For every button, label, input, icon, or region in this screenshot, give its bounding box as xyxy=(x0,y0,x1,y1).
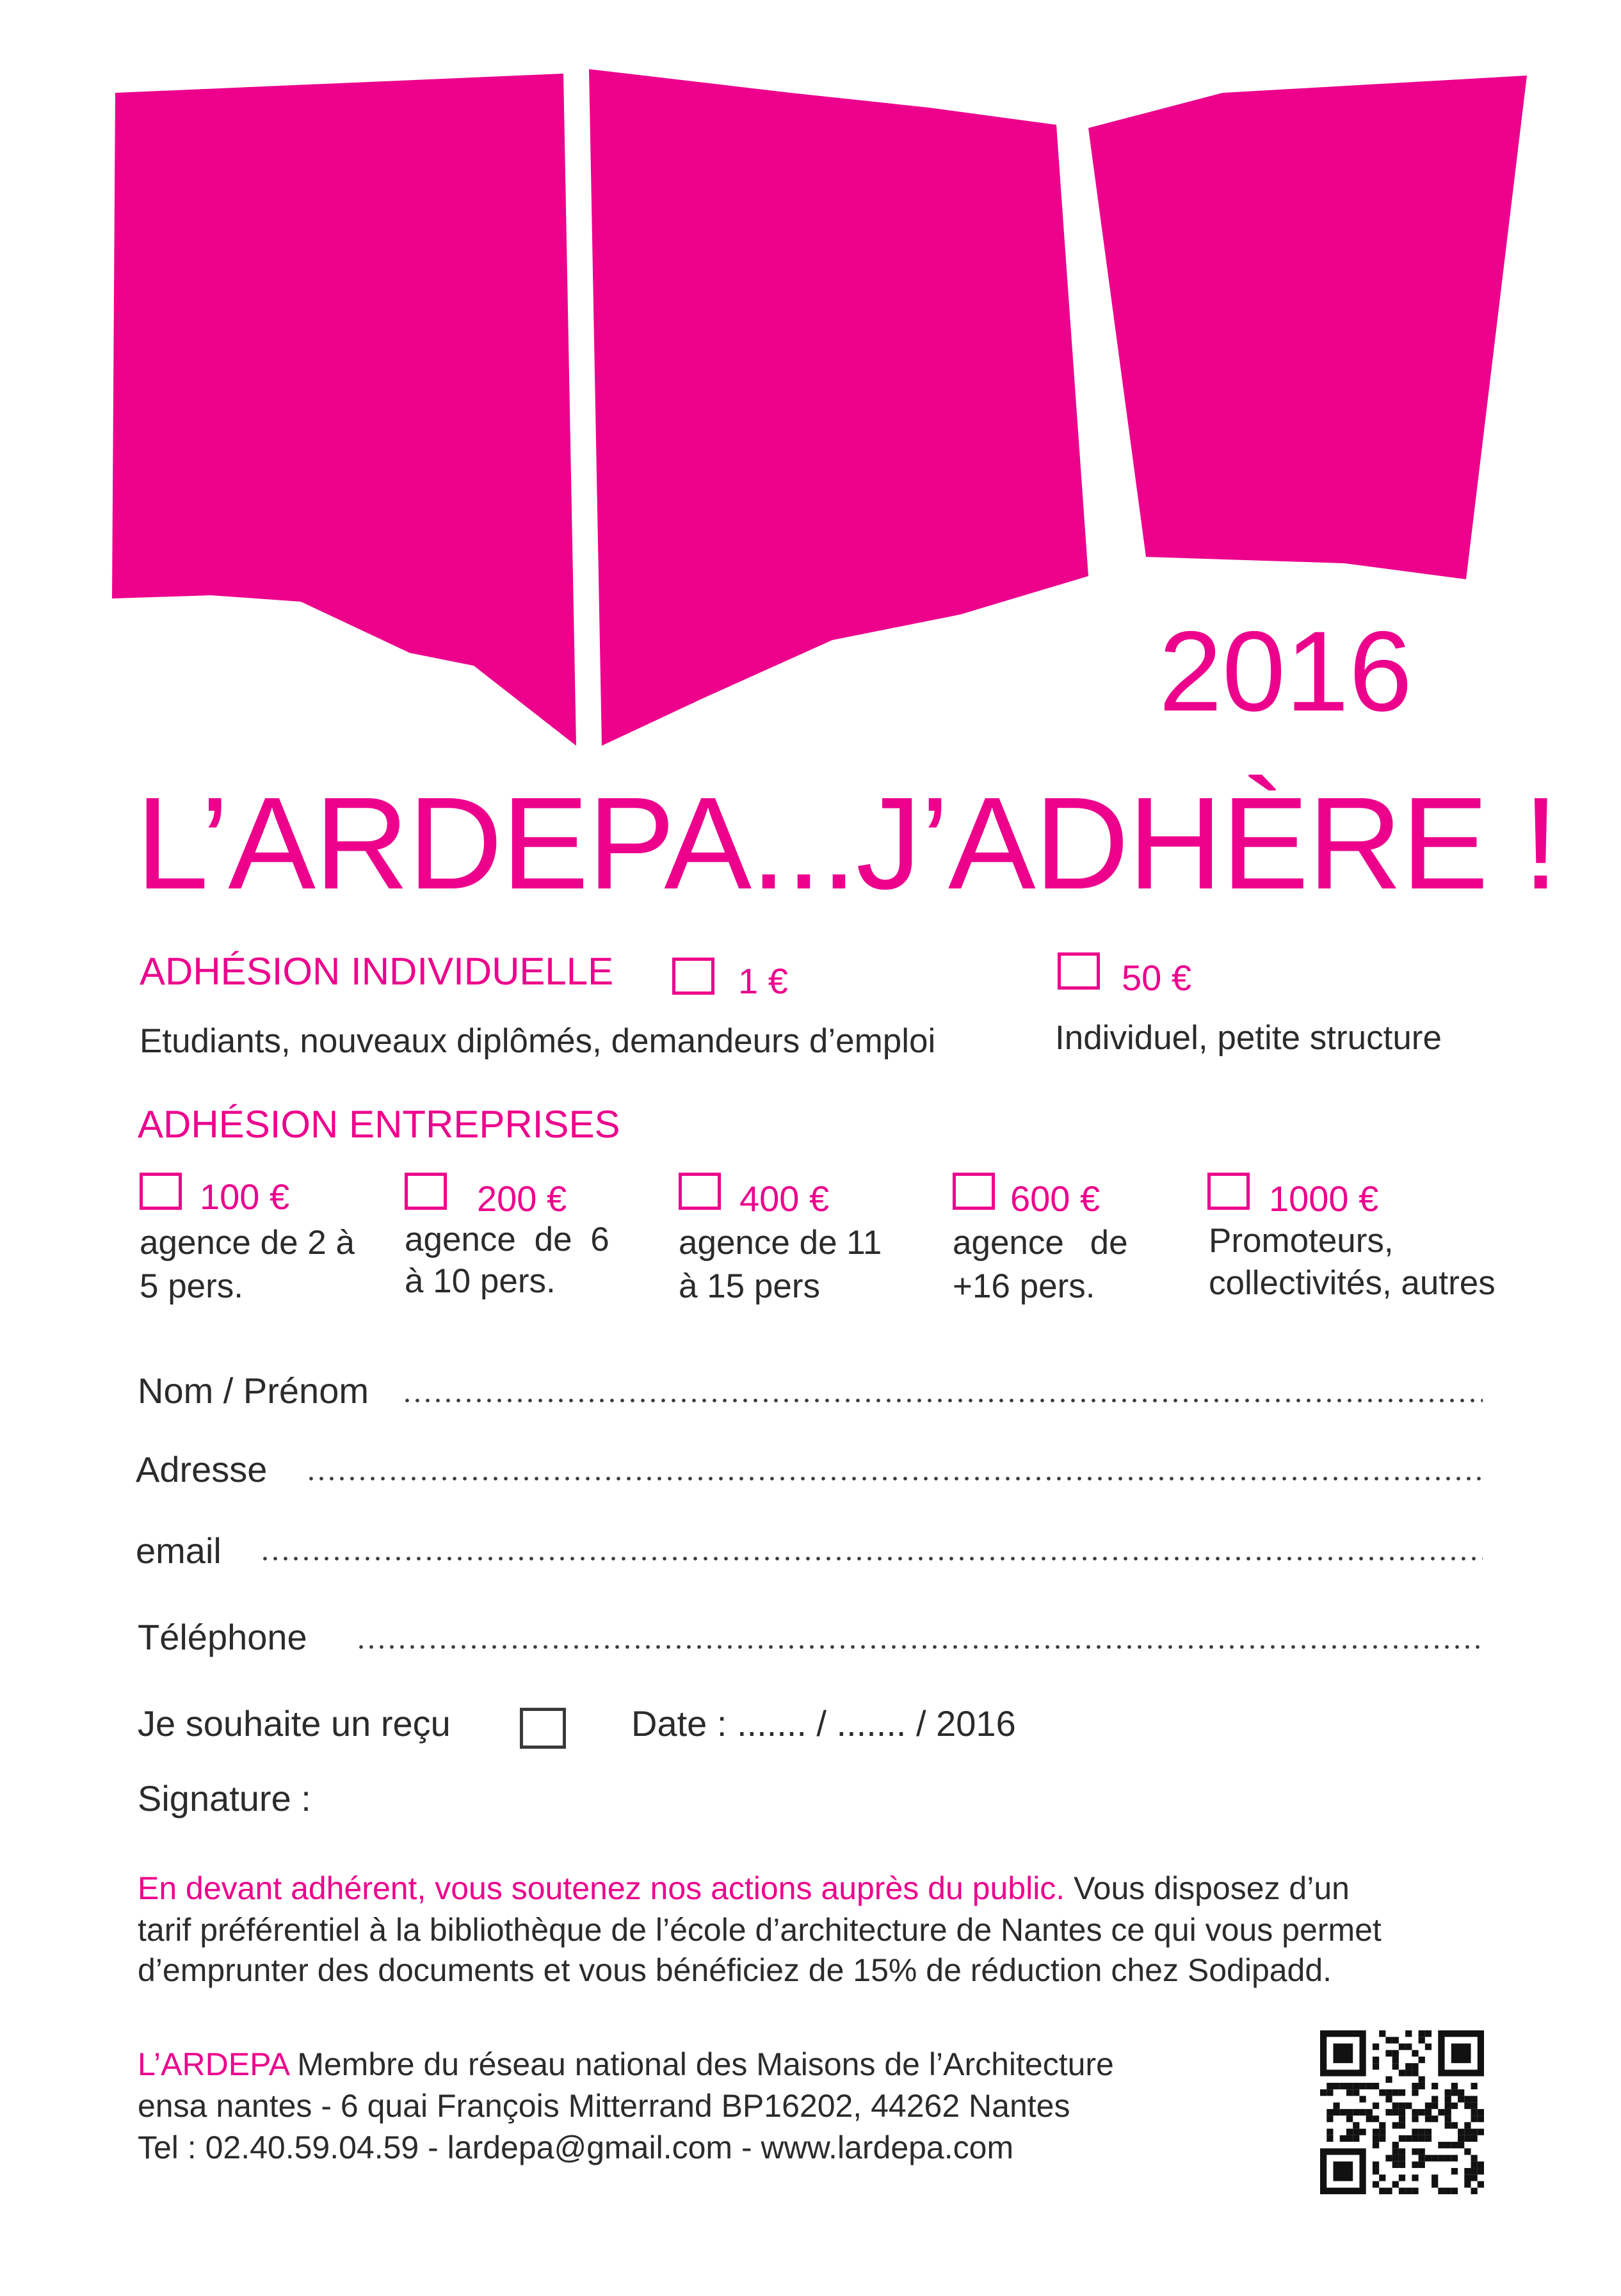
receipt-label: Je souhaite un reçu xyxy=(138,1703,451,1744)
desc-600-euro-line1: agence de xyxy=(953,1224,1128,1262)
desc-400-euro-line2: à 15 pers xyxy=(679,1267,820,1305)
desc-200-euro-line2: à 10 pers. xyxy=(405,1262,556,1300)
info-line-3: d’emprunter des documents et vous bénéficiez de 15% de réduction chez Sodipadd. xyxy=(138,1952,1332,1988)
price-200-euro: 200 € xyxy=(477,1178,567,1219)
footer-line-1-rest: Membre du réseau national des Maisons de l’Architecture xyxy=(288,2046,1114,2082)
phone-label: Téléphone xyxy=(138,1617,307,1657)
checkbox-600-euro[interactable] xyxy=(953,1173,995,1210)
email-label: email xyxy=(136,1530,222,1571)
address-label: Adresse xyxy=(136,1449,268,1489)
desc-100-euro-line2: 5 pers. xyxy=(140,1267,244,1305)
logo-panel-middle xyxy=(589,69,1088,746)
desc-400-euro-line1: agence de 11 xyxy=(679,1224,882,1262)
desc-1-euro: Etudiants, nouveaux diplômés, demandeurs d’emploi xyxy=(140,1022,936,1060)
info-line-1 xyxy=(138,1872,1350,1904)
receipt-checkbox[interactable] xyxy=(520,1708,566,1749)
year: 2016 xyxy=(1159,607,1412,735)
checkbox-1-euro[interactable] xyxy=(672,958,714,995)
logo-panel-left xyxy=(112,74,576,746)
checkbox-200-euro[interactable] xyxy=(405,1173,447,1210)
logo-panel-right xyxy=(1088,76,1527,579)
email-field[interactable] xyxy=(260,1555,1483,1562)
checkbox-1000-euro[interactable] xyxy=(1207,1173,1250,1210)
info-highlight: En devant adhérent, vous soutenez nos actions auprès du public. xyxy=(138,1870,1065,1906)
footer-address: ensa nantes - 6 quai François Mitterrand BP16202, 44262 Nantes xyxy=(138,2088,1070,2124)
checkbox-400-euro[interactable] xyxy=(679,1173,721,1210)
footer-contact: Tel : 02.40.59.04.59 - lardepa@gmail.com - www.lardepa.com xyxy=(138,2130,1014,2165)
desc-1000-euro-line2: collectivités, autres xyxy=(1209,1264,1496,1302)
info-line-1-rest: Vous disposez d’un xyxy=(1065,1870,1350,1906)
price-400-euro: 400 € xyxy=(739,1178,830,1219)
desc-100-euro-line1: agence de 2 à xyxy=(140,1224,355,1262)
desc-50-euro: Individuel, petite structure xyxy=(1055,1019,1442,1057)
individual-heading: ADHÉSION INDIVIDUELLE xyxy=(140,950,614,993)
signature-label: Signature : xyxy=(138,1778,311,1818)
price-1-euro: 1 € xyxy=(738,961,788,1001)
page-title: L’ARDEPA...J’ADHÈRE ! xyxy=(136,770,1558,917)
desc-1000-euro-line1: Promoteurs, xyxy=(1209,1222,1394,1260)
checkbox-50-euro[interactable] xyxy=(1058,952,1100,990)
footer-org: L’ARDEPA xyxy=(138,2046,289,2082)
desc-200-euro-line1: agence de 6 xyxy=(405,1221,609,1258)
price-100-euro: 100 € xyxy=(200,1176,290,1217)
checkbox-100-euro[interactable] xyxy=(140,1173,182,1210)
price-600-euro: 600 € xyxy=(1010,1178,1101,1219)
name-field[interactable] xyxy=(402,1397,1483,1404)
companies-heading: ADHÉSION ENTREPRISES xyxy=(138,1103,620,1146)
name-label: Nom / Prénom xyxy=(138,1370,369,1411)
address-field[interactable] xyxy=(306,1475,1483,1482)
footer-line-1 xyxy=(138,2048,1114,2080)
desc-600-euro-line2: +16 pers. xyxy=(953,1267,1095,1305)
date-field[interactable]: Date : ....... / ....... / 2016 xyxy=(631,1703,1016,1744)
phone-field[interactable] xyxy=(356,1644,1483,1650)
price-1000-euro: 1000 € xyxy=(1269,1178,1379,1219)
info-line-2: tarif préférentiel à la bibliothèque de l’école d’architecture de Nantes ce qui vous permet xyxy=(138,1912,1382,1948)
qr-code[interactable] xyxy=(1320,2030,1484,2194)
price-50-euro: 50 € xyxy=(1122,958,1191,998)
